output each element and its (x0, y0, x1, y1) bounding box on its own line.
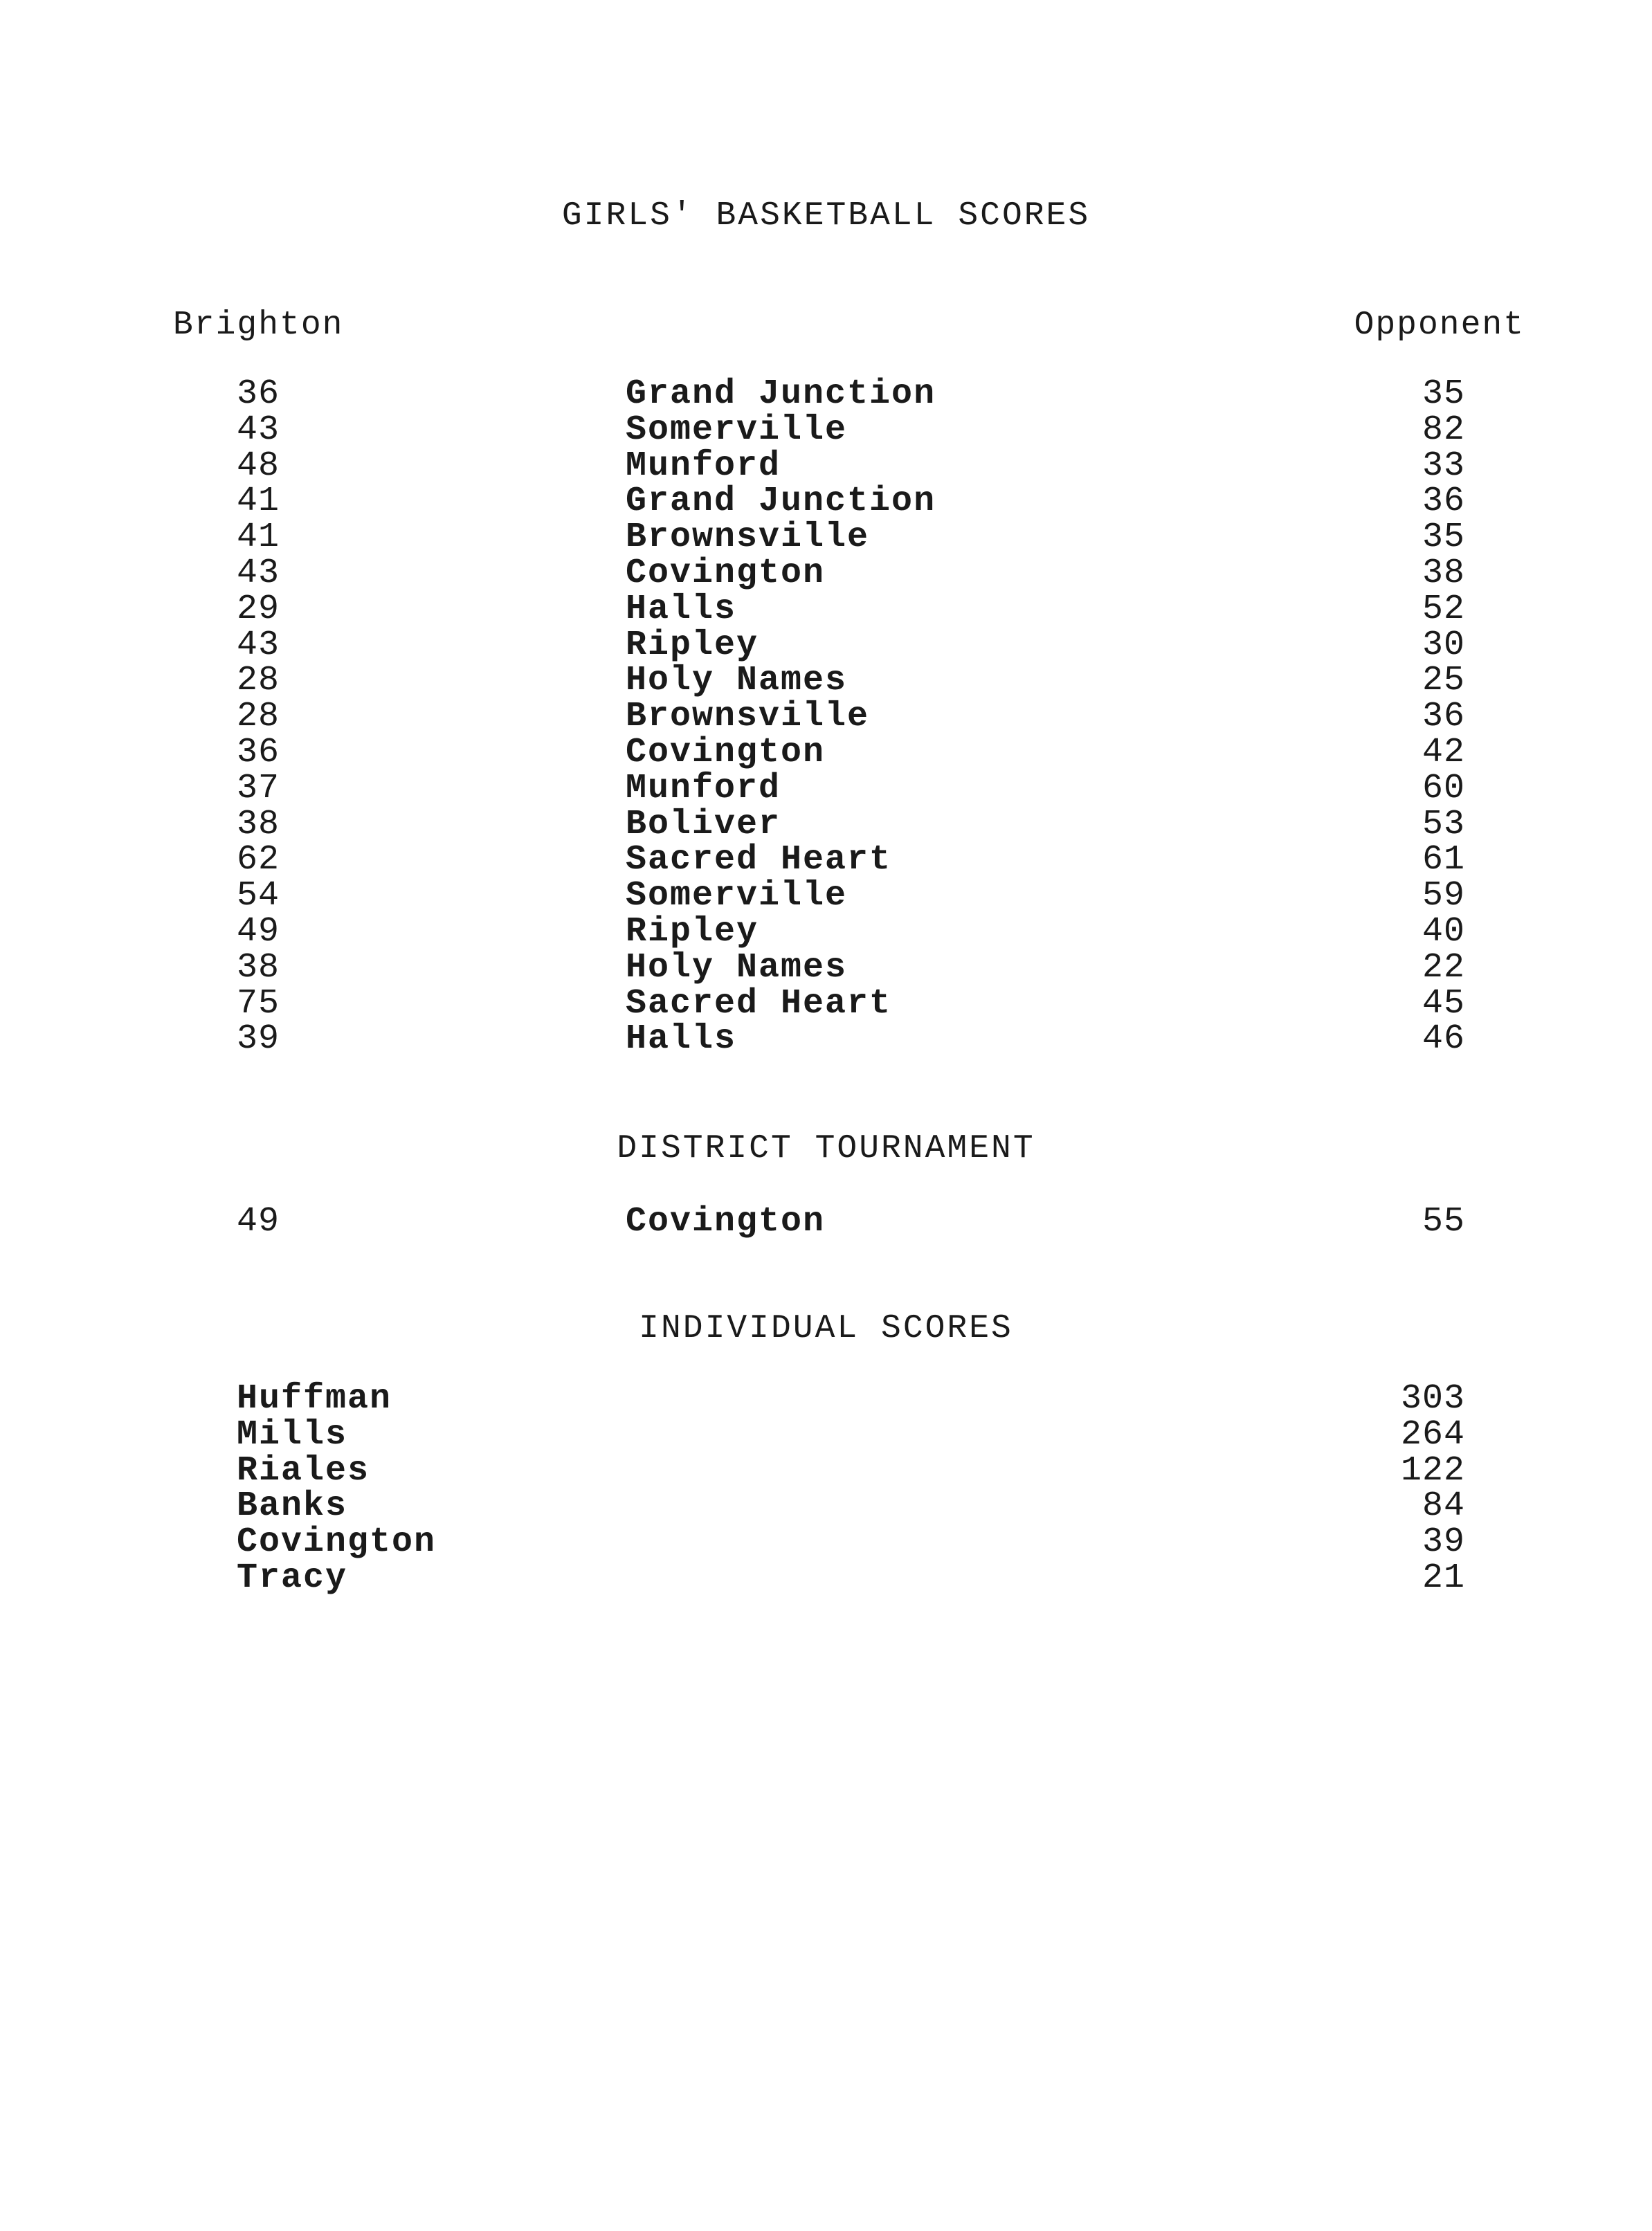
game-row (0, 842, 1652, 878)
game-row (0, 553, 1652, 593)
player-score: 303 (1400, 1379, 1465, 1419)
player-score: 39 (1422, 1522, 1465, 1563)
brighton-score: 39 (237, 1019, 280, 1059)
brighton-score: 48 (237, 446, 280, 486)
player-name: Riales (237, 1450, 370, 1491)
player-score: 84 (1422, 1486, 1465, 1527)
opponent-team: Halls (626, 589, 737, 629)
brighton-score: 43 (237, 625, 280, 665)
opponent-team: Ripley (626, 625, 759, 665)
page-title: GIRLS' BASKETBALL SCORES (561, 197, 1091, 235)
opponent-team: Somerville (626, 876, 848, 916)
game-row (0, 589, 1652, 629)
game-row (0, 911, 1652, 951)
player-score: 21 (1422, 1558, 1465, 1598)
game-row (0, 625, 1652, 665)
opponent-team: Boliver (626, 804, 781, 844)
game-row (0, 448, 1652, 484)
game-row (0, 878, 1652, 914)
player-row (0, 1486, 1652, 1527)
brighton-score: 41 (237, 518, 280, 558)
brighton-score: 36 (237, 732, 280, 772)
brighton-score: 49 (237, 1202, 280, 1241)
player-row (0, 1522, 1652, 1563)
brighton-score: 54 (237, 876, 280, 916)
brighton-score: 75 (237, 983, 280, 1023)
player-row (0, 1560, 1652, 1596)
opponent-score: 82 (1422, 410, 1465, 450)
game-row (0, 768, 1652, 808)
player-score: 264 (1400, 1414, 1465, 1455)
game-row (0, 947, 1652, 987)
individual-scores-list (0, 1381, 1652, 1596)
game-row (0, 732, 1652, 772)
opponent-score: 46 (1422, 1019, 1465, 1059)
opponent-team: Grand Junction (626, 374, 936, 414)
player-score: 122 (1400, 1450, 1465, 1491)
game-row (0, 983, 1652, 1023)
game-row (0, 663, 1652, 699)
brighton-score: 28 (237, 697, 280, 737)
game-row (0, 804, 1652, 844)
opponent-team: Ripley (626, 911, 759, 951)
opponent-score: 40 (1422, 911, 1465, 951)
brighton-score: 41 (237, 482, 280, 522)
brighton-score: 49 (237, 911, 280, 951)
brighton-score: 38 (237, 947, 280, 987)
brighton-score: 28 (237, 661, 280, 701)
opponent-score: 36 (1422, 697, 1465, 737)
games-list (0, 376, 1652, 1057)
opponent-score: 36 (1422, 482, 1465, 522)
opponent-score: 52 (1422, 589, 1465, 629)
opponent-score: 55 (1422, 1202, 1465, 1241)
game-row (0, 1021, 1652, 1057)
brighton-score: 38 (237, 804, 280, 844)
brighton-score: 43 (237, 553, 280, 593)
brighton-score: 37 (237, 768, 280, 808)
opponent-team: Covington (626, 1202, 826, 1241)
opponent-team: Covington (626, 732, 826, 772)
opponent-score: 22 (1422, 947, 1465, 987)
opponent-team: Somerville (626, 410, 848, 450)
individual-scores-heading: INDIVIDUAL SCORES (639, 1310, 1013, 1347)
player-row (0, 1450, 1652, 1491)
game-row (0, 699, 1652, 735)
opponent-score: 61 (1422, 840, 1465, 880)
opponent-team: Holy Names (626, 947, 848, 987)
player-name: Mills (237, 1414, 348, 1455)
opponent-team: Covington (626, 553, 826, 593)
opponent-score: 60 (1422, 768, 1465, 808)
game-row (0, 520, 1652, 556)
opponent-team: Halls (626, 1019, 737, 1059)
opponent-team: Sacred Heart (626, 983, 892, 1023)
district-tournament-heading: DISTRICT TOURNAMENT (617, 1130, 1035, 1167)
opponent-column-header: Opponent (1354, 307, 1525, 344)
opponent-score: 30 (1422, 625, 1465, 665)
game-row (0, 484, 1652, 520)
opponent-score: 35 (1422, 518, 1465, 558)
opponent-team: Munford (626, 446, 781, 486)
game-row (0, 376, 1652, 412)
opponent-score: 59 (1422, 876, 1465, 916)
game-row (0, 412, 1652, 448)
opponent-score: 53 (1422, 804, 1465, 844)
brighton-score: 62 (237, 840, 280, 880)
opponent-team: Munford (626, 768, 781, 808)
opponent-team: Holy Names (626, 661, 848, 701)
player-name: Banks (237, 1486, 348, 1527)
brighton-column-header: Brighton (173, 307, 344, 344)
opponent-score: 42 (1422, 732, 1465, 772)
opponent-score: 38 (1422, 553, 1465, 593)
player-name: Huffman (237, 1379, 392, 1419)
district-games (0, 1204, 1652, 1240)
player-row (0, 1381, 1652, 1417)
opponent-score: 25 (1422, 661, 1465, 701)
player-row (0, 1414, 1652, 1455)
opponent-team: Brownsville (626, 518, 870, 558)
opponent-team: Sacred Heart (626, 840, 892, 880)
player-name: Tracy (237, 1558, 348, 1598)
opponent-score: 35 (1422, 374, 1465, 414)
player-name: Covington (237, 1522, 437, 1563)
game-row (0, 1204, 1652, 1240)
opponent-score: 33 (1422, 446, 1465, 486)
opponent-team: Grand Junction (626, 482, 936, 522)
brighton-score: 29 (237, 589, 280, 629)
opponent-score: 45 (1422, 983, 1465, 1023)
brighton-score: 43 (237, 410, 280, 450)
brighton-score: 36 (237, 374, 280, 414)
opponent-team: Brownsville (626, 697, 870, 737)
